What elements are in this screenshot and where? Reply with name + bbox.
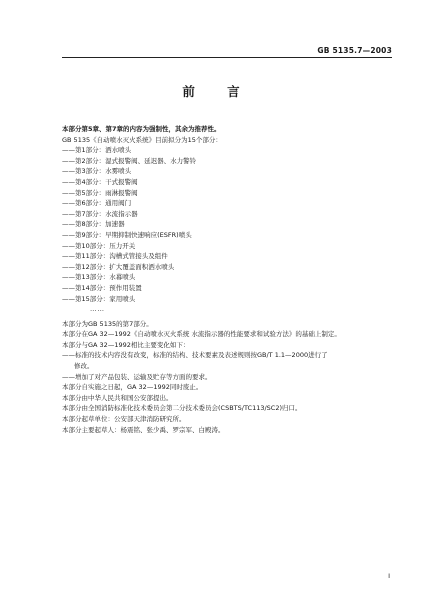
paragraph-line: GB 5135《自动喷水灭火系统》目前拟分为15个部分： <box>62 135 222 144</box>
page-number: I <box>388 572 390 580</box>
part-list-item: ——第4部分：干式报警阀 <box>62 177 138 186</box>
paragraph-line: 本部分由全国消防标准化技术委员会第二分技术委员会(CSBTS/TC113/SC2)归口。 <box>62 404 302 413</box>
paragraph-line: 本部分自实施之日起，GA 32—1992同时废止。 <box>62 383 203 392</box>
part-list-item: ——第6部分：通用阀门 <box>62 199 132 208</box>
part-list-item: ——第8部分：加速器 <box>62 220 125 229</box>
paragraph-line: 本部分为GB 5135的第7部分。 <box>62 319 153 328</box>
part-list-item: ——第2部分：湿式报警阀、延迟器、水力警铃 <box>62 156 197 165</box>
part-list-item: ——第14部分：预作用装置 <box>62 283 142 292</box>
part-list-item: ——第15部分：家用喷头 <box>62 294 136 303</box>
part-list-item: ——第9部分：早期抑制快速响应(ESFR)喷头 <box>62 230 192 239</box>
paragraph-line: ——标准的技术内容没有改变，标准的结构、技术要素及表述规则按GB/T 1.1—2000进行了 <box>62 351 328 360</box>
paragraph-line: 本部分与GA 32—1992相比主要变化如下： <box>62 340 190 349</box>
part-list-item: ——第11部分：沟槽式管接头及组件 <box>62 252 168 261</box>
paragraph-line: 本部分在GA 32—1992《自动喷水灭火系统 水流指示器的性能要求和试验方法》的基础上制定。 <box>62 330 341 339</box>
foreword-body <box>62 124 394 435</box>
paragraph-line: 修改。 <box>74 362 94 371</box>
standard-number: GB 5135.7—2003 <box>317 46 392 55</box>
header-rule <box>62 57 392 58</box>
part-list-item: ——第10部分：压力开关 <box>62 241 136 250</box>
part-list-item: ——第12部分：扩大覆盖面积洒水喷头 <box>62 262 175 271</box>
paragraph-line: 本部分主要起草人：杨震铭、张少禹、罗宗军、白殿涛。 <box>62 425 225 434</box>
paragraph-line: 本部分起草单位：公安部天津消防研究所。 <box>62 415 186 424</box>
part-list-item: ——第5部分：雨淋报警阀 <box>62 188 138 197</box>
paragraph-line: ——增加了对产品包装、运输及贮存等方面的要求。 <box>62 372 212 381</box>
list-ellipsis: …… <box>90 305 105 314</box>
part-list-item: ——第13部分：水幕喷头 <box>62 273 136 282</box>
paragraph-line: 本部分第5章、第7章的内容为强制性，其余为推荐性。 <box>62 125 221 133</box>
part-list-item: ——第3部分：水雾喷头 <box>62 167 132 176</box>
paragraph-line: 本部分由中华人民共和国公安部提出。 <box>62 393 173 402</box>
part-list-item: ——第1部分：洒水喷头 <box>62 146 132 155</box>
page-title: 前 言 <box>182 84 254 99</box>
part-list-item: ——第7部分：水流指示器 <box>62 209 138 218</box>
